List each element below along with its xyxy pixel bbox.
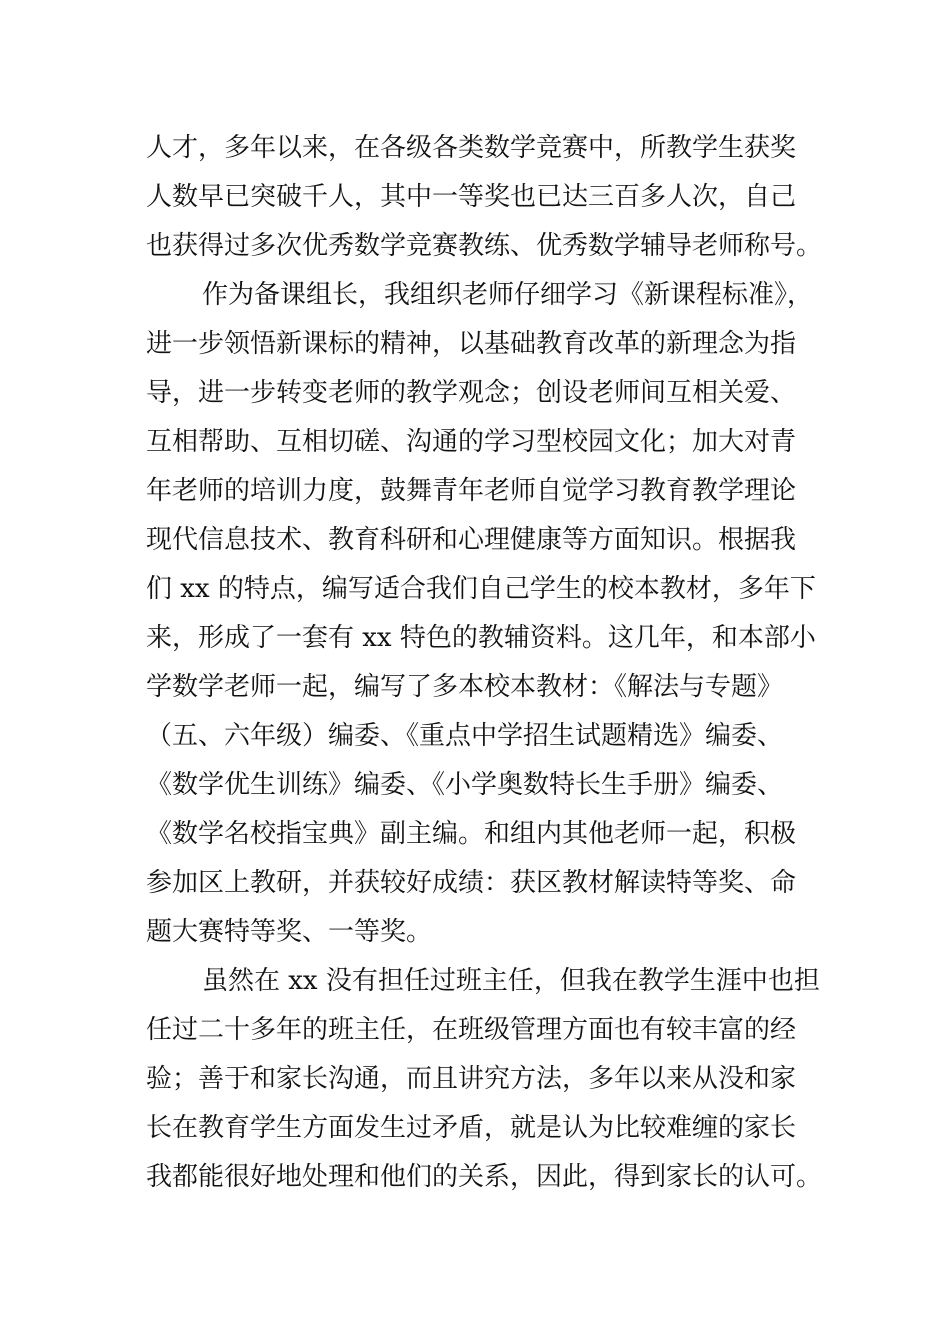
- paragraph-3: [146, 957, 826, 1202]
- text-line: 进一步领悟新课标的精神，以基础教育改革的新理念为指: [146, 329, 797, 359]
- paragraph-2: [146, 271, 826, 957]
- text-line: 们 xx 的特点，编写适合我们自己学生的校本教材，多年下: [146, 574, 816, 604]
- text-line: 年老师的培训力度，鼓舞青年老师自觉学习教育教学理论: [146, 476, 797, 506]
- document-body: [146, 124, 826, 1202]
- text-line: （五、六年级）编委、《重点中学招生试题精选》编委、: [146, 721, 784, 751]
- text-line: 虽然在 xx 没有担任过班主任，但我在教学生涯中也担: [202, 966, 820, 996]
- text-line: 互相帮助、互相切磋、沟通的学习型校园文化；加大对青: [146, 427, 797, 457]
- text-line: 长在教育学生方面发生过矛盾，就是认为比较难缠的家长: [146, 1113, 797, 1143]
- text-line: 来，形成了一套有 xx 特色的教辅资料。这几年，和本部小: [146, 623, 816, 653]
- text-line: 作为备课组长，我组织老师仔细学习《新课程标准》，: [202, 280, 814, 310]
- text-line: 我都能很好地处理和他们的关系，因此，得到家长的认可。: [146, 1162, 823, 1192]
- text-line: 现代信息技术、教育科研和心理健康等方面知识。根据我: [146, 525, 797, 555]
- text-line: 《数学优生训练》编委、《小学奥数特长生手册》编委、: [146, 770, 784, 800]
- text-line: 导，进一步转变老师的教学观念；创设老师间互相关爱、: [146, 378, 797, 408]
- text-line: 学数学老师一起，编写了多本校本教材：《解法与专题》: [146, 672, 784, 702]
- text-line: 参加区上教研，并获较好成绩：获区教材解读特等奖、命: [146, 868, 797, 898]
- text-line: 人数早已突破千人，其中一等奖也已达三百多人次，自己: [146, 182, 797, 212]
- text-line: 任过二十多年的班主任，在班级管理方面也有较丰富的经: [146, 1015, 797, 1045]
- text-line: 也获得过多次优秀数学竞赛教练、优秀数学辅导老师称号。: [146, 231, 823, 261]
- paragraph-1: [146, 124, 826, 271]
- text-line: 人才，多年以来，在各级各类数学竞赛中，所教学生获奖: [146, 133, 797, 163]
- text-line: 题大赛特等奖、一等奖。: [146, 917, 433, 947]
- text-line: 验；善于和家长沟通，而且讲究方法，多年以来从没和家: [146, 1064, 797, 1094]
- text-line: 《数学名校指宝典》副主编。和组内其他老师一起，积极: [146, 819, 797, 849]
